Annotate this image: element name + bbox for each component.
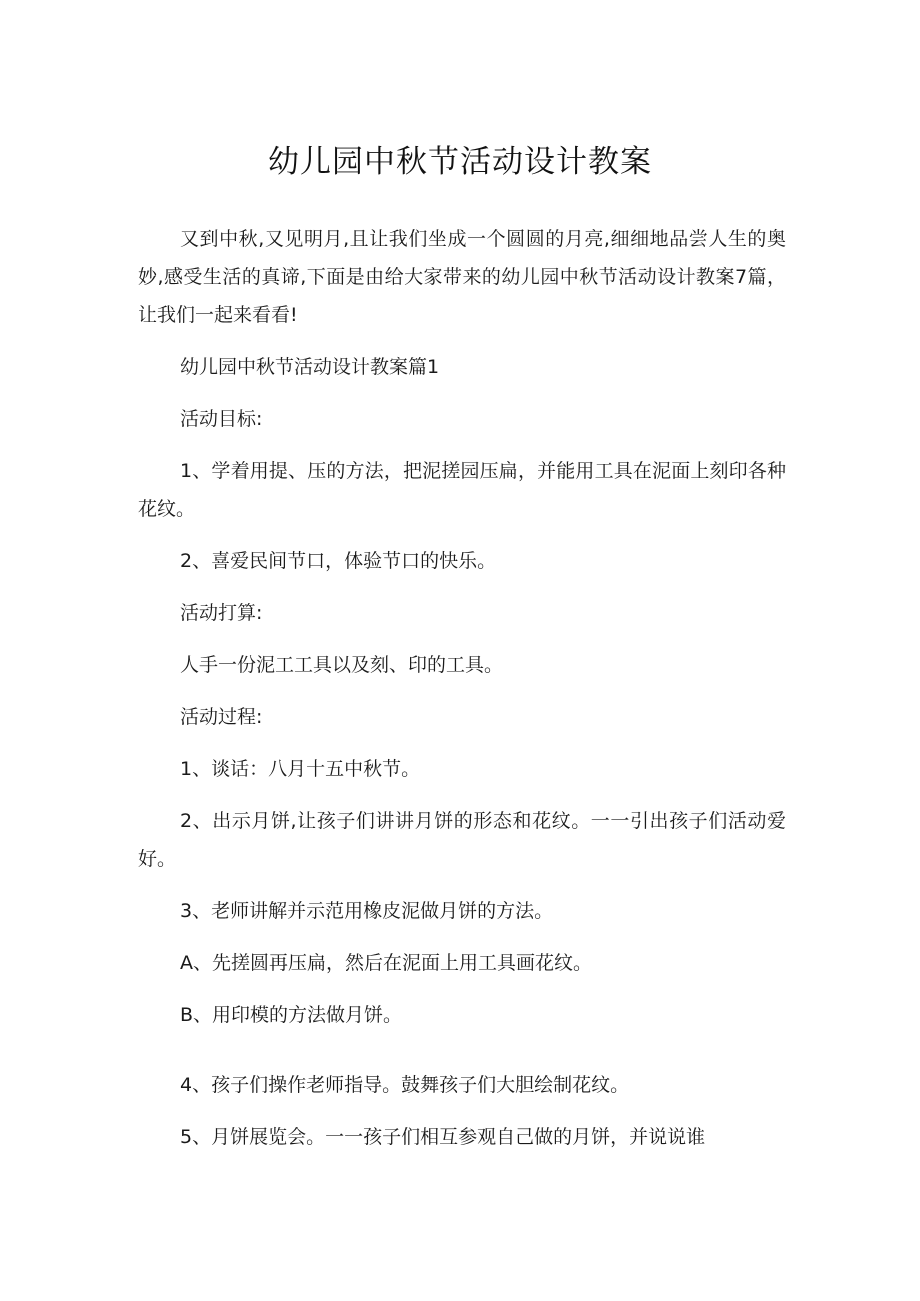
section-heading: 幼儿园中秋节活动设计教案篇1 xyxy=(180,356,440,378)
subheading-process: 活动过程: xyxy=(180,706,263,728)
list-item: 1、学着用提、压的方法，把泥搓园压扁，并能用工具在泥面上刻印各种花纹。 xyxy=(138,460,786,520)
document-title: 幼儿园中秋节活动设计教案 xyxy=(268,144,652,180)
list-item: B、用印模的方法做月饼。 xyxy=(180,1004,403,1026)
paragraph-materials: 人手一份泥工工具以及刻、印的工具。 xyxy=(180,654,504,676)
document-body xyxy=(138,220,786,1156)
list-item: 2、出示月饼,让孩子们讲讲月饼的形态和花纹。一一引出孩子们活动爱好。 xyxy=(138,810,786,870)
list-item: 1、谈话：八月十五中秋节。 xyxy=(180,758,421,780)
list-item: 4、孩子们操作老师指导。鼓舞孩子们大胆绘制花纹。 xyxy=(180,1074,630,1096)
subheading-objectives: 活动目标: xyxy=(180,408,263,430)
subheading-preparation: 活动打算: xyxy=(180,602,263,624)
list-item: 5、月饼展览会。一一孩子们相互参观自己做的月饼，并说说谁 xyxy=(180,1126,706,1148)
list-item: A、先搓圆再压扁，然后在泥面上用工具画花纹。 xyxy=(180,952,592,974)
list-item: 3、老师讲解并示范用橡皮泥做月饼的方法。 xyxy=(180,900,554,922)
list-item: 2、喜爱民间节口，体验节口的快乐。 xyxy=(180,550,497,572)
paragraph-intro: 又到中秋,又见明月,且让我们坐成一个圆圆的月亮,细细地品尝人生的奥妙,感受生活的真谛,下面是由给大家带来的幼儿园中秋节活动设计教案7篇，让我们一起来看看! xyxy=(138,228,786,326)
